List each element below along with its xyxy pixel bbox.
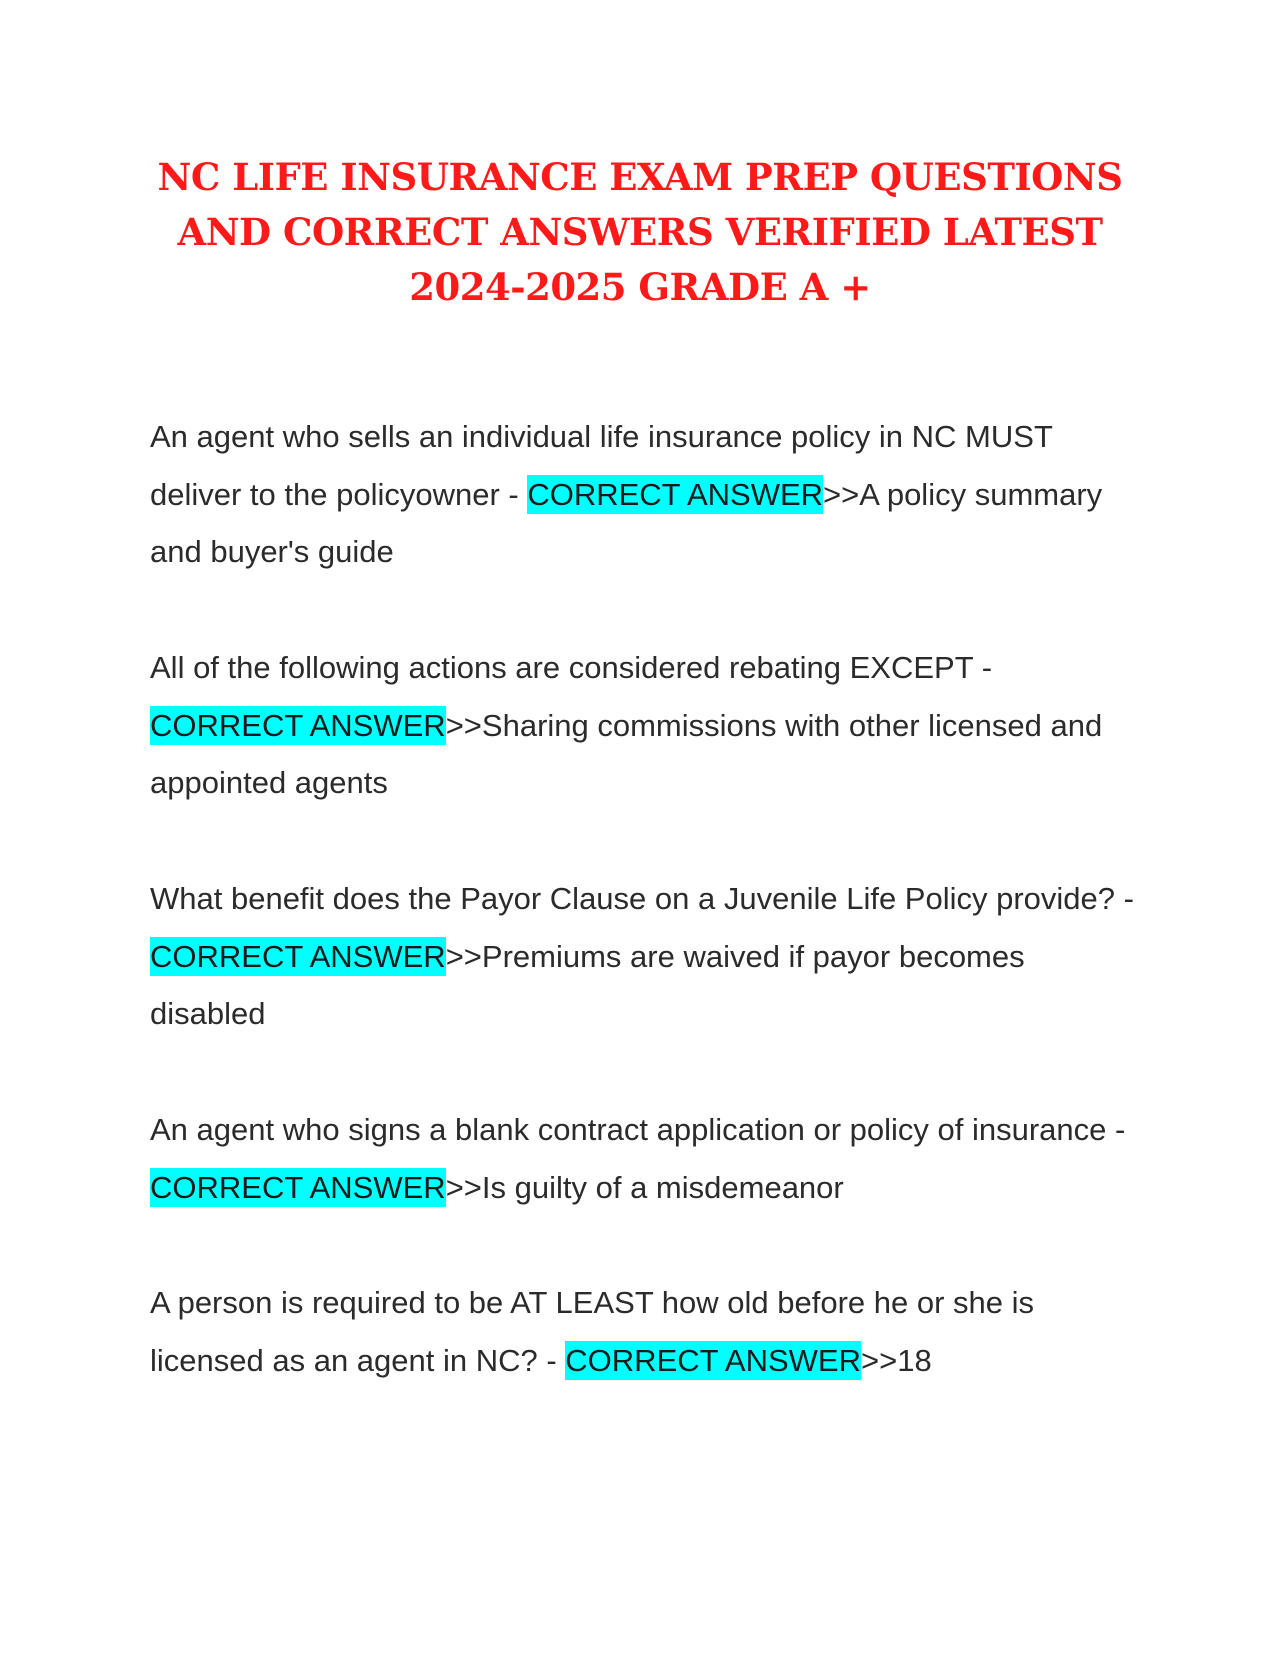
answer-text: 18: [897, 1342, 932, 1378]
question-text: What benefit does the Payor Clause on a Juvenile Life Policy provide? -: [150, 881, 1134, 916]
answer-arrow: >>: [445, 1169, 482, 1205]
question-text: A person is required to be AT LEAST how old before he or she is licensed as an agent in NC? -: [150, 1285, 1035, 1378]
answer-arrow: >>: [860, 1342, 898, 1378]
question-item-4: [150, 1101, 1140, 1216]
answer-arrow: >>: [445, 938, 482, 974]
answer-arrow: >>: [823, 476, 860, 512]
question-item-5: [150, 1274, 1140, 1389]
question-item-1: [150, 408, 1140, 581]
correct-answer-highlight: CORRECT ANSWER: [150, 1169, 446, 1205]
answer-text: A policy summary and buyer's guide: [150, 476, 1103, 569]
question-text: An agent who signs a blank contract application or policy of insurance -: [150, 1112, 1126, 1147]
title-line-1: NC LIFE INSURANCE EXAM PREP QUESTIONS: [157, 155, 1123, 199]
question-text: All of the following actions are considered rebating EXCEPT -: [150, 650, 993, 685]
question-item-3: [150, 870, 1140, 1043]
answer-text: Is guilty of a misdemeanor: [481, 1169, 844, 1205]
correct-answer-highlight: CORRECT ANSWER: [565, 1342, 861, 1378]
question-text: An agent who sells an individual life insurance policy in NC MUST deliver to the policyowner -: [150, 419, 1053, 512]
correct-answer-highlight: CORRECT ANSWER: [527, 476, 824, 512]
correct-answer-highlight: CORRECT ANSWER: [150, 938, 446, 974]
correct-answer-highlight: CORRECT ANSWER: [150, 707, 446, 743]
question-item-2: [150, 639, 1140, 812]
title-line-2: AND CORRECT ANSWERS VERIFIED LATEST: [177, 210, 1103, 254]
answer-text: Sharing commissions with other licensed and appointed agents: [150, 707, 1103, 800]
answer-text: Premiums are waived if payor becomes disabled: [150, 938, 1025, 1031]
title-line-3: 2024-2025 GRADE A +: [409, 265, 871, 309]
document-title: [140, 150, 1140, 315]
answer-arrow: >>: [445, 707, 482, 743]
